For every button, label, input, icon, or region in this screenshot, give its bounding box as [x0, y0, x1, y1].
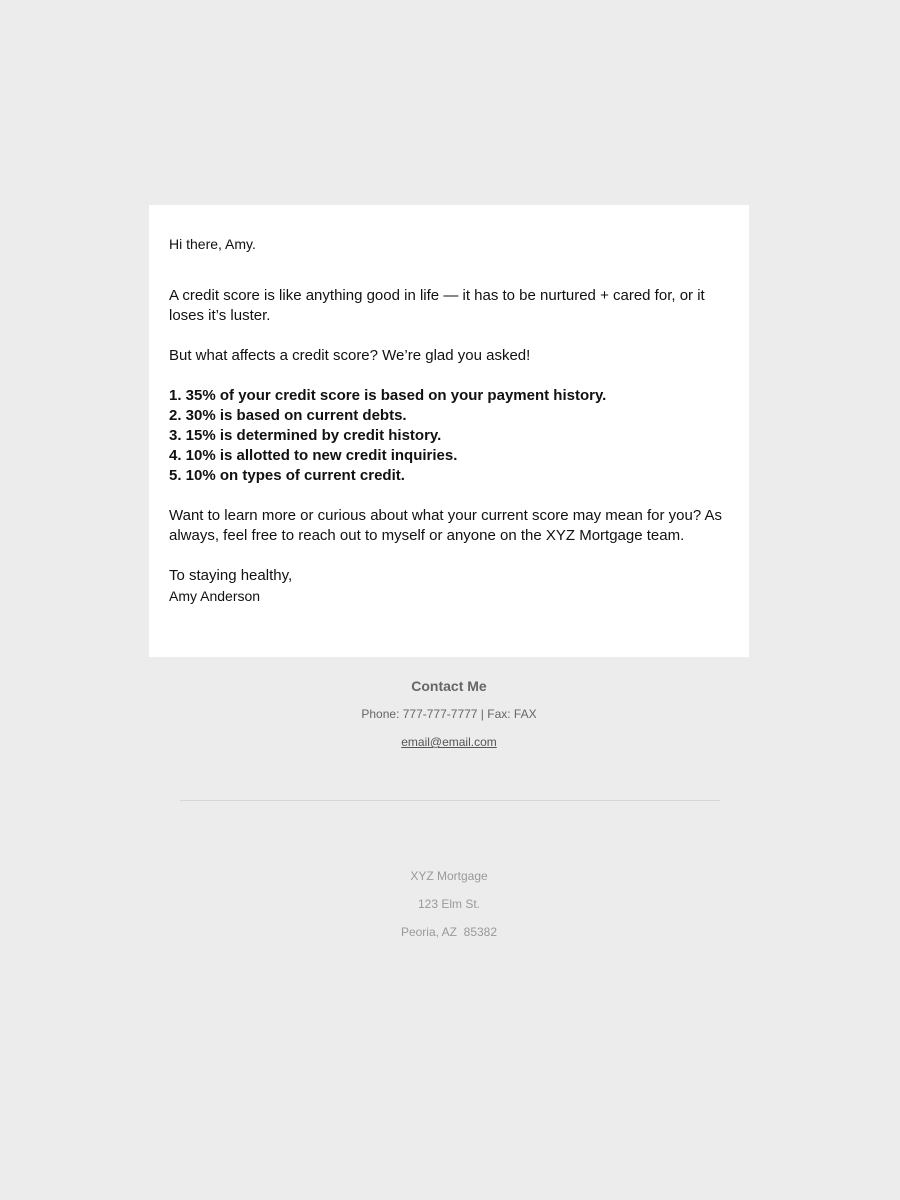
list-item: 3. 15% is determined by credit history.: [169, 427, 442, 444]
footer-divider: [180, 800, 720, 801]
list-item: 2. 30% is based on current debts.: [169, 407, 407, 424]
email-link[interactable]: email@email.com: [401, 735, 497, 749]
intro-paragraph: A credit score is like anything good in life — it has to be nurtured + cared for, or it loses it’s luster.: [169, 287, 705, 324]
contact-title: Contact Me: [411, 678, 487, 694]
greeting: Hi there, Amy.: [169, 236, 256, 252]
signoff: To staying healthy,: [169, 567, 293, 584]
list-item: 4. 10% is allotted to new credit inquiries.: [169, 447, 458, 464]
footer-city: Peoria, AZ 85382: [400, 925, 498, 939]
credit-factors-list: [169, 386, 729, 486]
closing-paragraph: Want to learn more or curious about what your current score may mean for you? As always, feel free to reach out to myself or anyone on the XYZ Mortgage team.: [169, 507, 723, 544]
contact-phone-fax: Phone: 777-777-7777 | Fax: FAX: [361, 707, 537, 721]
list-item: 1. 35% of your credit score is based on your payment history.: [169, 387, 607, 404]
question-paragraph: But what affects a credit score? We’re glad you asked!: [169, 347, 531, 364]
signature: Amy Anderson: [169, 588, 261, 604]
footer-street: 123 Elm St.: [417, 897, 481, 911]
list-item: 5. 10% on types of current credit.: [169, 467, 405, 484]
contact-email: [149, 734, 749, 750]
footer-company: XYZ Mortgage: [410, 869, 488, 883]
email-body-card: [149, 205, 749, 657]
